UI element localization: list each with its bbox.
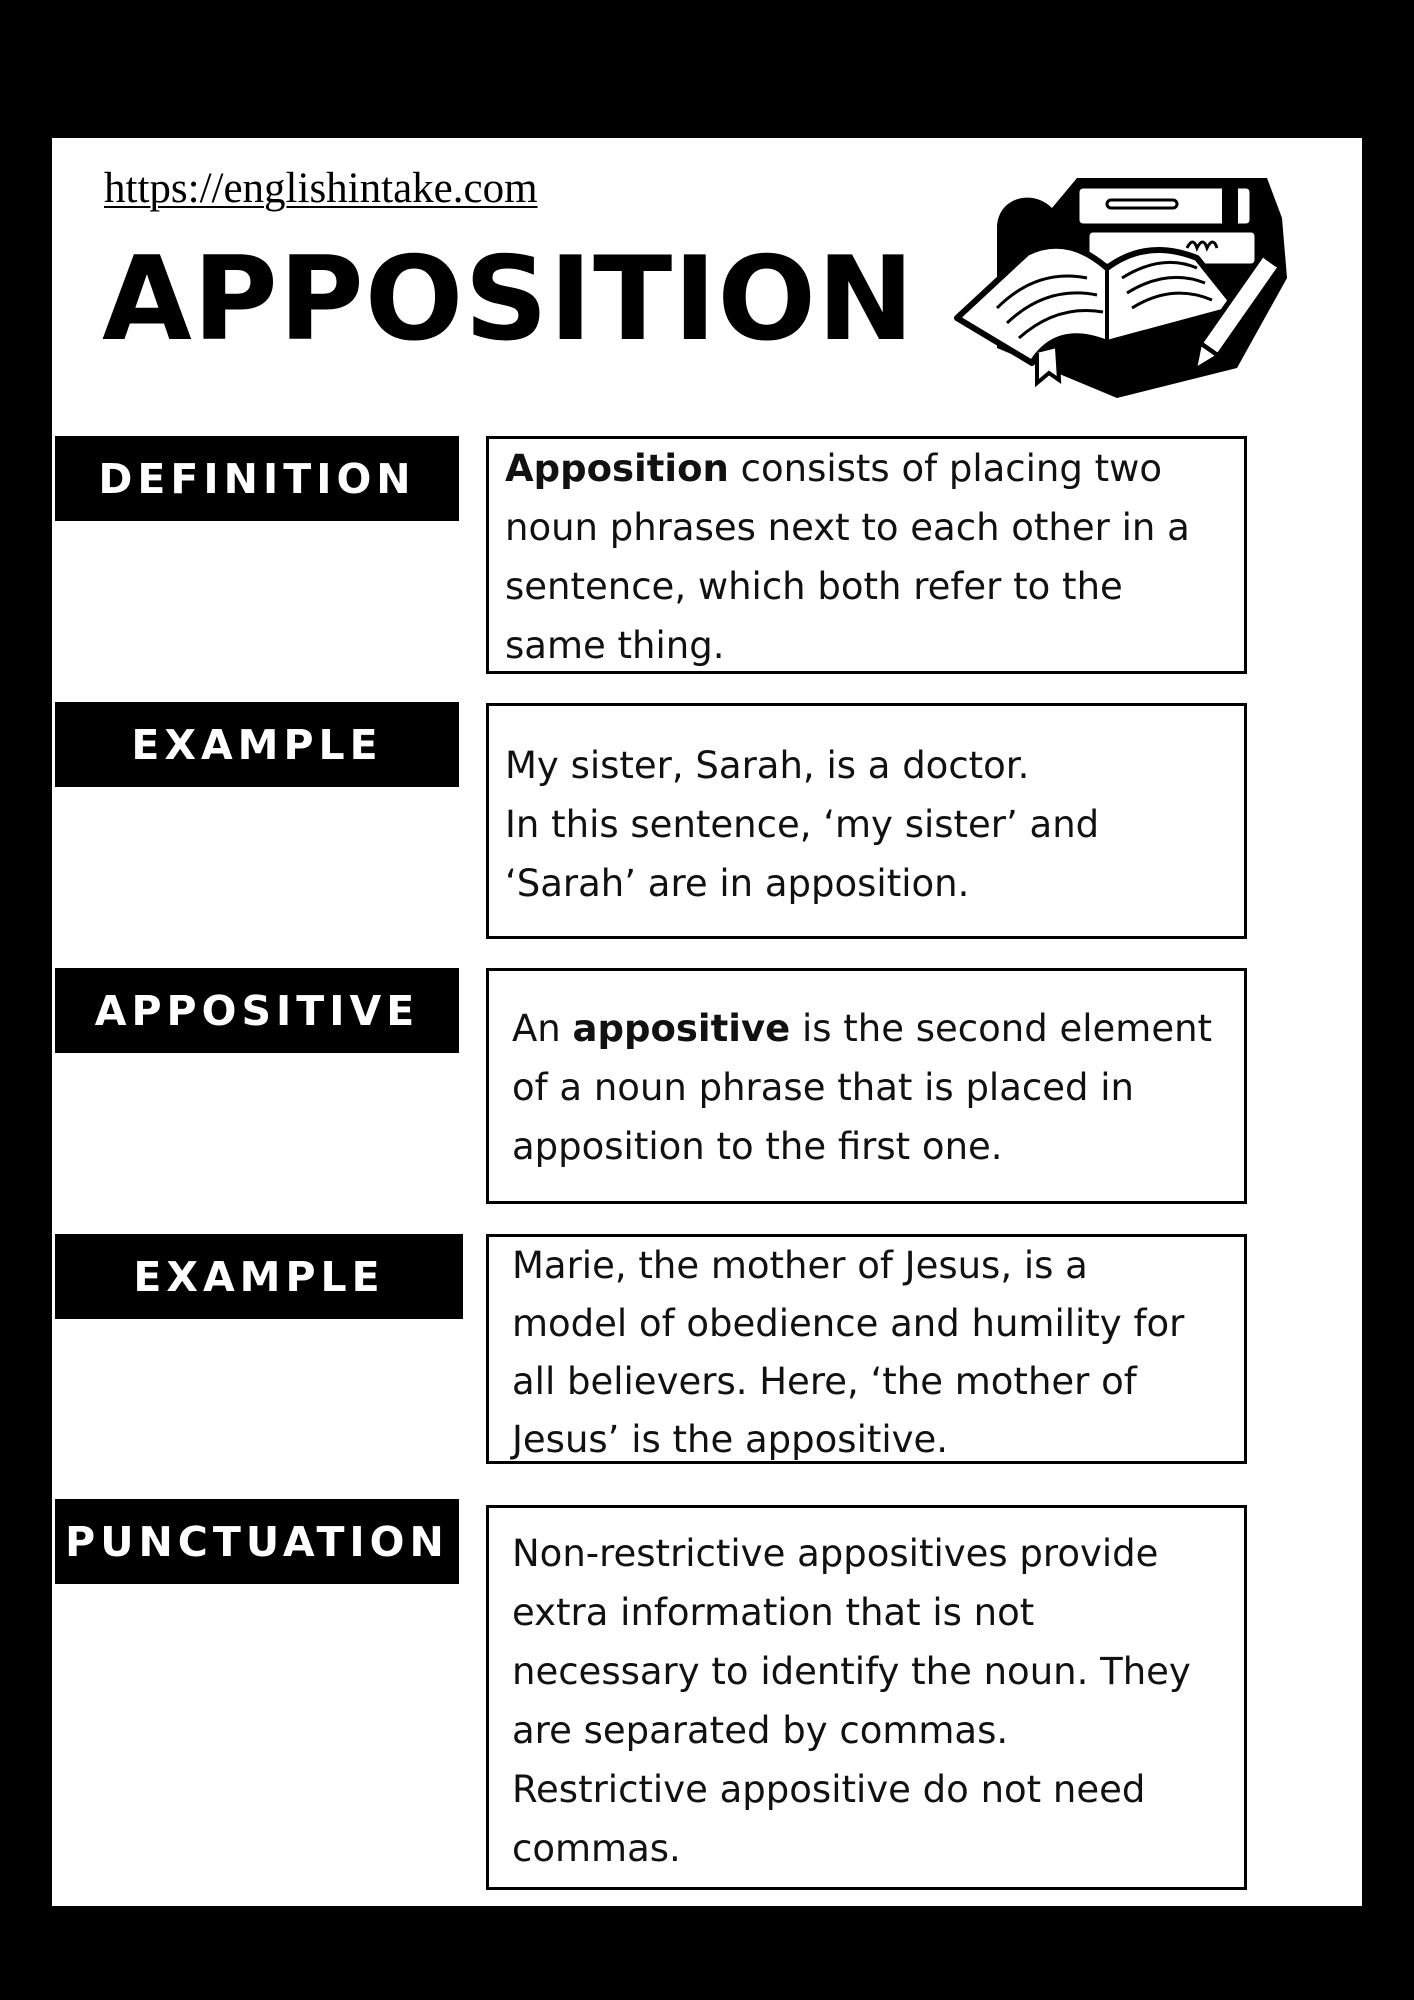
text-line xyxy=(505,439,1230,498)
text-span: consists of placing two xyxy=(728,447,1163,490)
bold-term: appositive xyxy=(572,1007,791,1050)
label-text: EXAMPLE xyxy=(131,720,383,769)
label-text: EXAMPLE xyxy=(133,1252,385,1301)
definition-box xyxy=(486,436,1247,674)
text-line: model of obedience and humility for xyxy=(512,1302,1185,1345)
site-url-link[interactable]: https://englishintake.com xyxy=(104,165,538,212)
appositive-box xyxy=(486,968,1247,1204)
bold-term: Apposition xyxy=(505,447,729,490)
text-line: all believers. Here, ‘the mother of xyxy=(512,1360,1137,1403)
text-span: An xyxy=(512,1007,573,1050)
text-line: are separated by commas. xyxy=(512,1709,1009,1752)
text-line: noun phrases next to each other in a xyxy=(505,506,1190,549)
label-example xyxy=(55,702,459,787)
text-line: same thing. xyxy=(505,624,725,667)
label-example xyxy=(55,1234,463,1319)
label-punctuation xyxy=(55,1499,459,1584)
text-line xyxy=(512,999,1230,1058)
text-line: My sister, Sarah, is a doctor. xyxy=(505,744,1030,787)
text-line: extra information that is not xyxy=(512,1591,1035,1634)
label-text: DEFINITION xyxy=(98,454,416,503)
text-line: commas. xyxy=(512,1827,681,1870)
punctuation-box xyxy=(486,1505,1247,1890)
text-line: Jesus’ is the appositive. xyxy=(512,1418,949,1461)
text-line: In this sentence, ‘my sister’ and xyxy=(505,803,1100,846)
text-line: Restrictive appositive do not need xyxy=(512,1768,1146,1811)
page-title: APPOSITION xyxy=(102,232,916,367)
text-line: of a noun phrase that is placed in xyxy=(512,1066,1134,1109)
text-span: is the second element xyxy=(790,1007,1213,1050)
label-text: APPOSITIVE xyxy=(94,986,420,1035)
label-definition xyxy=(55,436,459,521)
text-line: sentence, which both refer to the xyxy=(505,565,1123,608)
text-line: ‘Sarah’ are in apposition. xyxy=(505,862,970,905)
label-appositive xyxy=(55,968,459,1053)
text-line: Marie, the mother of Jesus, is a xyxy=(512,1244,1088,1287)
text-line: apposition to the first one. xyxy=(512,1125,1003,1168)
text-line: Non-restrictive appositives provide xyxy=(512,1532,1159,1575)
example-box xyxy=(486,1234,1247,1464)
label-text: PUNCTUATION xyxy=(65,1517,449,1566)
example-box xyxy=(486,703,1247,939)
text-line: necessary to identify the noun. They xyxy=(512,1650,1191,1693)
books-and-pencil-icon xyxy=(937,158,1297,418)
